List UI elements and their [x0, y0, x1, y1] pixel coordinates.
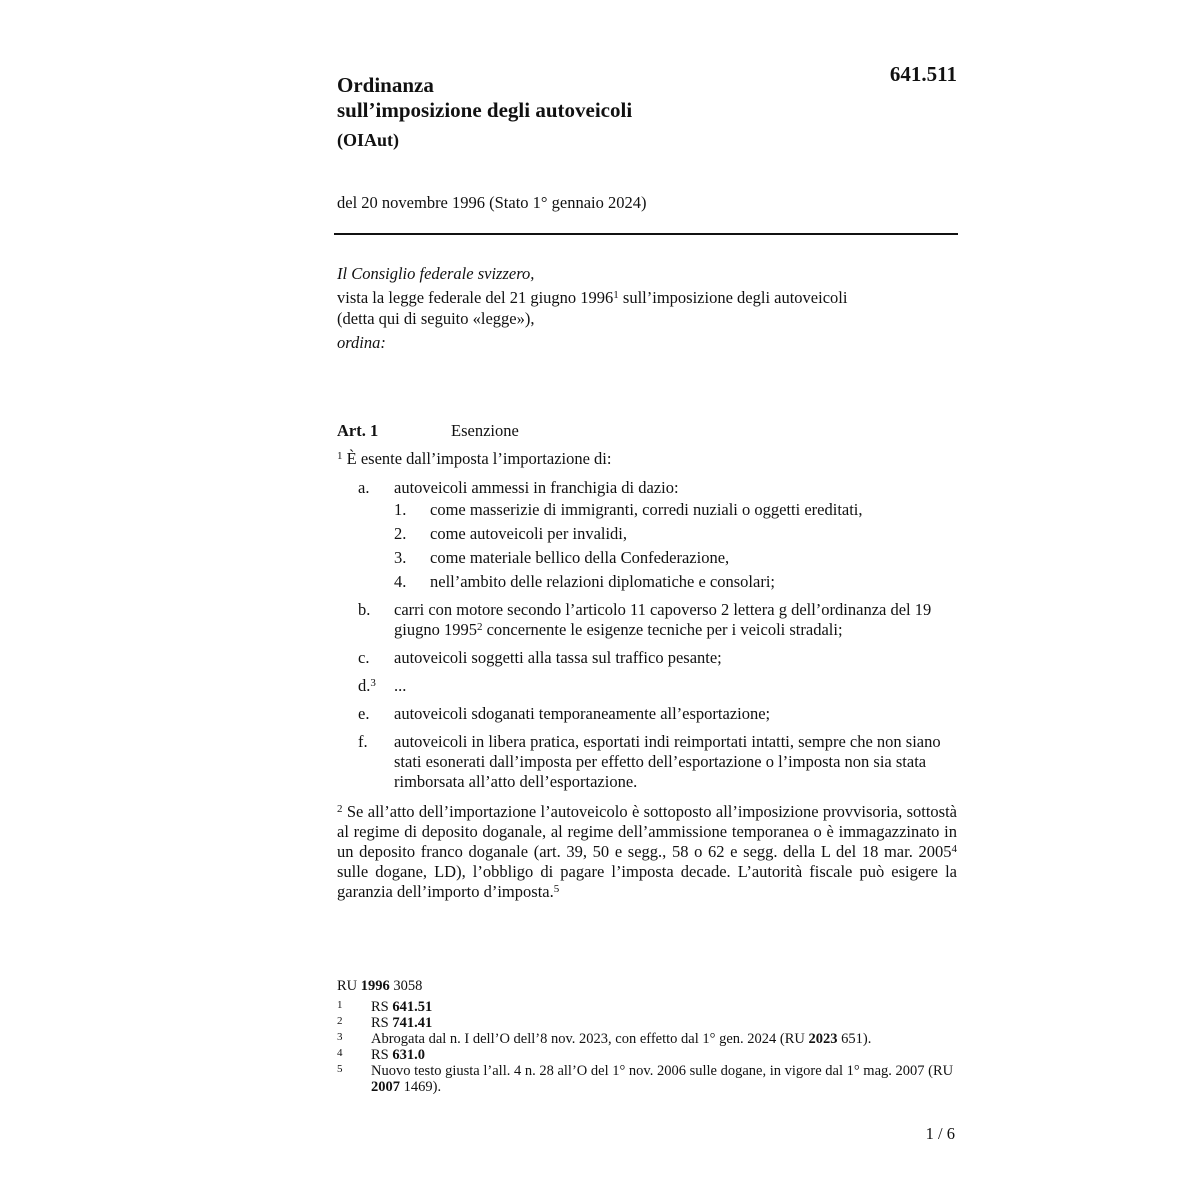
list-item-a: [337, 478, 957, 592]
list-text: autoveicoli in libera pratica, esportati indi reimportati intatti, sempre che non siano stati esonerati dall’imposta per effetto dell’esportazione o l’imposta non sia stata rimborsata all’atto dell’esportazione.: [394, 732, 941, 791]
document-date: del 20 novembre 1996 (Stato 1° gennaio 2024): [337, 193, 647, 212]
sub-item: [394, 524, 957, 544]
list-item-e: [337, 704, 957, 724]
ru-page: 3058: [389, 978, 423, 994]
footnote-item: [337, 1015, 957, 1031]
footnote-bold: 641.51: [392, 999, 433, 1015]
list-label: e.: [358, 704, 370, 723]
sub-label: 4.: [394, 572, 407, 591]
list-text: autoveicoli ammessi in franchigia di dazio:: [394, 478, 679, 497]
title-line-1: Ordinanza: [337, 73, 434, 97]
paragraph-text: È esente dall’imposta l’importazione di:: [342, 449, 612, 468]
footnote-bold: 741.41: [392, 1015, 433, 1031]
footnote-number: 2: [337, 1015, 343, 1027]
footnote-item: [337, 1031, 957, 1047]
sub-label: 3.: [394, 548, 407, 567]
list-item-c: [337, 648, 957, 668]
sub-item: [394, 500, 957, 520]
ru-prefix: RU: [337, 978, 361, 994]
footnote-text: RS: [371, 999, 393, 1015]
sub-label: 2.: [394, 524, 407, 543]
abbreviation: (OIAut): [337, 130, 399, 150]
list-label: [358, 676, 376, 696]
paragraph-2: [337, 802, 957, 902]
list-label: b.: [358, 600, 371, 619]
footnote-number: 1: [337, 999, 343, 1011]
footnote-ref[interactable]: 2: [476, 621, 483, 633]
footnote-number: 4: [337, 1047, 343, 1059]
paragraph-number: 2: [337, 803, 343, 815]
footnote-item: [337, 999, 957, 1015]
page-number: 1 / 6: [925, 1124, 955, 1143]
list-label: a.: [358, 478, 370, 497]
document-page: [337, 0, 957, 1200]
list-label: c.: [358, 648, 370, 667]
preamble-text: sull’imposizione degli autoveicoli: [618, 288, 848, 307]
footnote-ref[interactable]: 5: [553, 883, 560, 895]
sub-text: nell’ambito delle relazioni diplomatiche e consolari;: [430, 572, 776, 591]
sub-list: [394, 500, 957, 592]
article-heading: [337, 421, 519, 441]
list-text: autoveicoli sdoganati temporaneamente all’esportazione;: [394, 704, 771, 723]
sub-text: come masserizie di immigranti, corredi nuziali o oggetti ereditati,: [430, 500, 863, 519]
sub-text: come autoveicoli per invalidi,: [430, 524, 628, 543]
article-title: Esenzione: [451, 421, 519, 440]
paragraph-1: [337, 449, 957, 469]
sub-item: [394, 572, 957, 592]
sub-item: [394, 548, 957, 568]
footnotes: [337, 978, 957, 1095]
list-text: autoveicoli soggetti alla tassa sul traffico pesante;: [394, 648, 722, 667]
footnote-bold: 631.0: [392, 1047, 425, 1063]
preamble-line-2: (detta qui di seguito «legge»),: [337, 309, 535, 328]
footnote-text: 1469).: [400, 1079, 442, 1095]
list-label: f.: [358, 732, 368, 751]
list-text: concernente le esigenze tecniche per i veicoli stradali;: [482, 620, 843, 639]
footnote-text: Abrogata dal n. I dell’O dell’8 nov. 2023, con effetto dal 1° gen. 2024 (RU: [371, 1031, 809, 1047]
footnote-bold: 2023: [808, 1031, 838, 1047]
sub-label: 1.: [394, 500, 407, 519]
ordina: ordina:: [337, 333, 386, 352]
footnote-bold: 2007: [371, 1079, 400, 1095]
footnote-number: 5: [337, 1063, 343, 1075]
ru-year: 1996: [360, 978, 390, 994]
footnote-ref[interactable]: 4: [951, 843, 957, 855]
preamble-line-1: [337, 287, 957, 308]
paragraph-text: sulle dogane, LD), l’obbligo di pagare l’imposta decade. L’autorità fiscale può esigere la garanzia dell’importo d’imposta.: [337, 862, 957, 901]
article-body: [337, 449, 957, 902]
list-text: ...: [394, 676, 407, 695]
sub-text: come materiale bellico della Confederazione,: [430, 548, 730, 567]
preamble: [337, 263, 957, 353]
ru-reference: [337, 978, 957, 994]
footnote-ref[interactable]: 3: [370, 677, 376, 689]
footnote-text: 651).: [837, 1031, 872, 1047]
title-block: [337, 73, 632, 151]
list-text: carri con motore secondo l’articolo 11 capoverso 2 lettera g dell’ordinanza del 19 giugno 1995: [394, 600, 932, 639]
list-item-b: [337, 600, 957, 640]
footnote-text: RS: [371, 1015, 393, 1031]
list-item-d: [337, 676, 957, 696]
divider: [334, 233, 958, 235]
footnote-text: RS: [371, 1047, 393, 1063]
footnote-text: Nuovo testo giusta l’all. 4 n. 28 all’O del 1° nov. 2006 sulle dogane, in vigore dal 1° mag. 2007 (RU: [371, 1063, 954, 1079]
footnote-item: [337, 1063, 957, 1095]
sr-number: 641.511: [889, 62, 957, 86]
article-number: Art. 1: [337, 421, 379, 440]
footnote-ref[interactable]: 1: [613, 289, 619, 301]
list-label-text: d.: [358, 676, 371, 695]
preamble-text: vista la legge federale del 21 giugno 1996: [337, 288, 614, 307]
title-line-2: sull’imposizione degli autoveicoli: [337, 98, 633, 122]
paragraph-text: Se all’atto dell’importazione l’autoveicolo è sottoposto all’imposizione provvisoria, sottostà al regime di deposito doganale, al regime dell’ammissione temporanea o è immagazzinato in un deposito franco doganale (art. 39, 50 e segg., 58 o 62 e segg. della L del 18 mar. 2005: [337, 802, 957, 861]
issuer: Il Consiglio federale svizzero,: [337, 264, 535, 283]
list-item-f: [337, 732, 957, 792]
exemption-list: [337, 478, 957, 792]
paragraph-number: 1: [337, 450, 343, 462]
footnote-item: [337, 1047, 957, 1063]
footnote-number: 3: [337, 1031, 343, 1043]
